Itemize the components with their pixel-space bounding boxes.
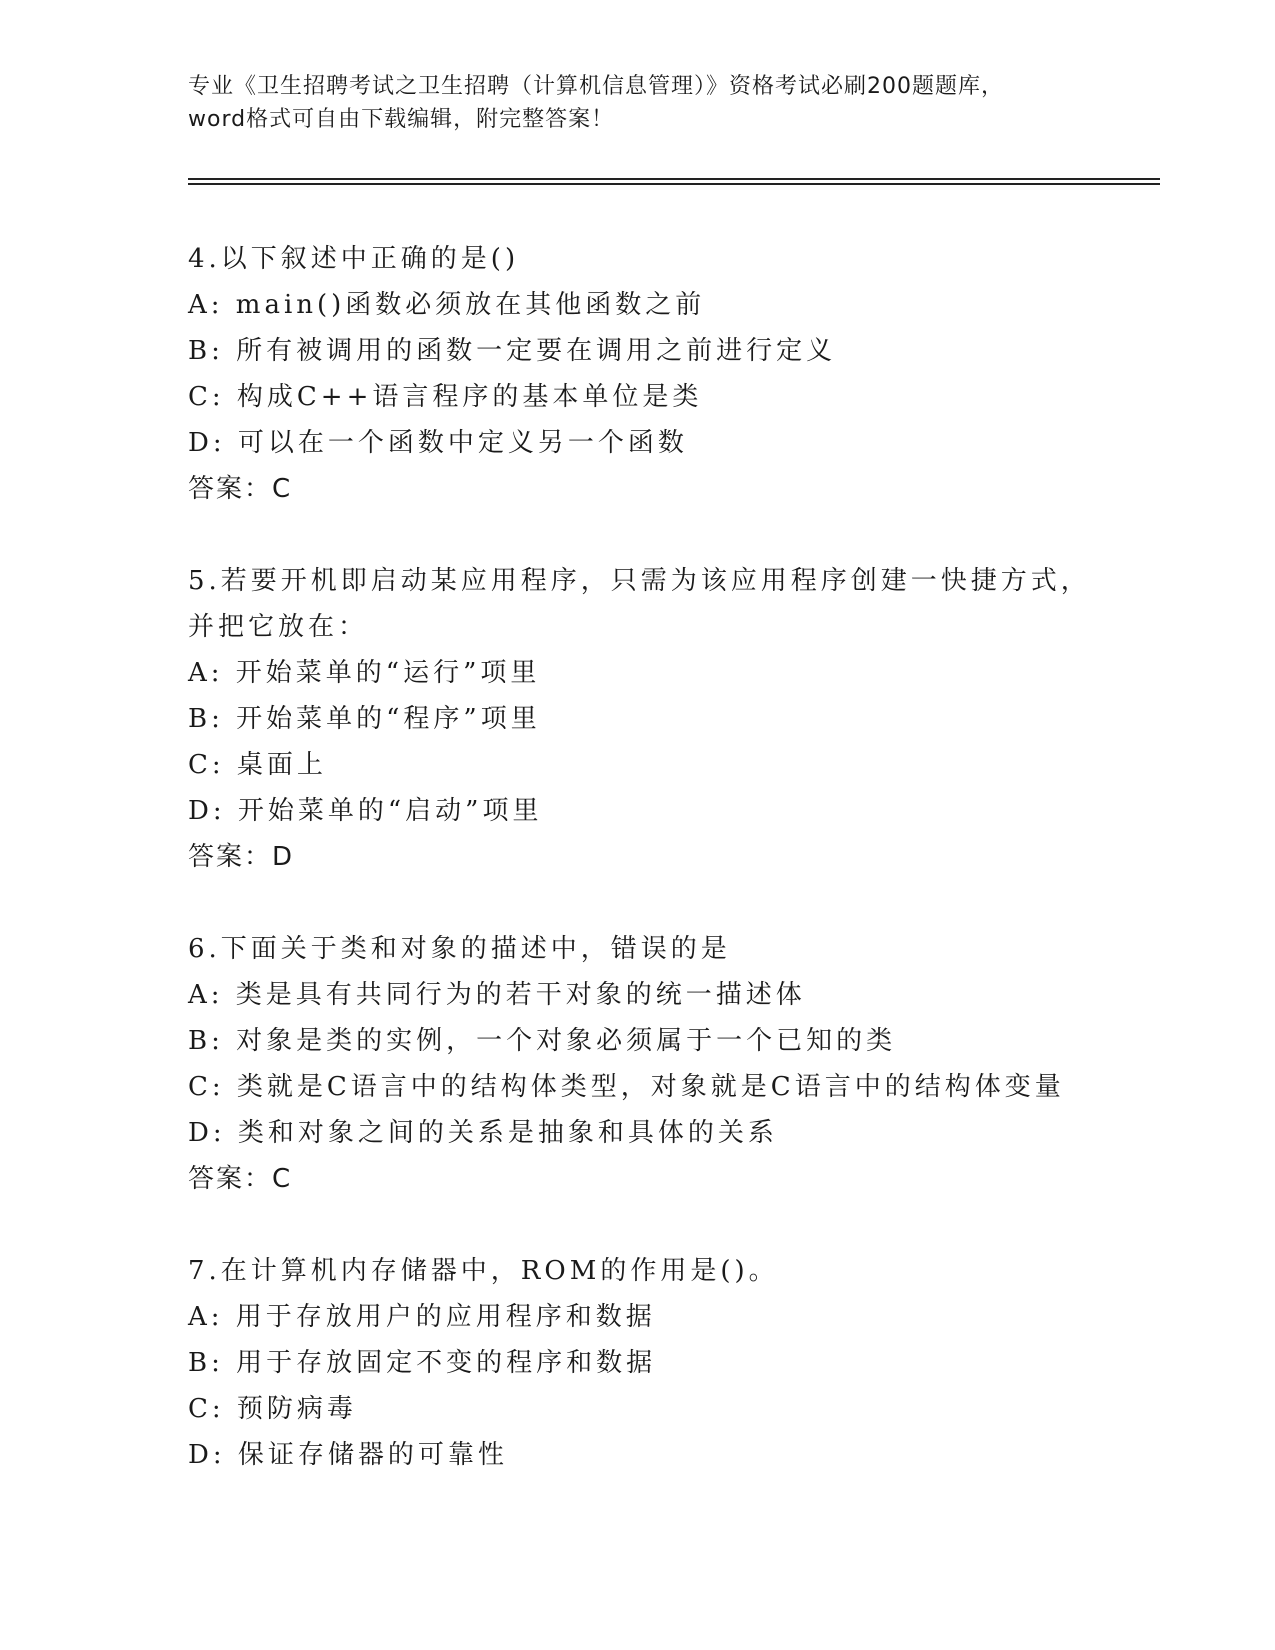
option-a: A: 用于存放用户的应用程序和数据: [188, 1302, 656, 1332]
answer: 答案：D: [188, 842, 295, 872]
option-d: D: 开始菜单的“启动”项里: [188, 796, 543, 826]
option-d: D: 可以在一个函数中定义另一个函数: [188, 428, 688, 458]
question-7: [188, 1248, 1168, 1478]
header-divider-bottom: [188, 183, 1160, 185]
question-4: [188, 236, 1168, 512]
option-b: B: 所有被调用的函数一定要在调用之前进行定义: [188, 336, 837, 366]
header-divider-top: [188, 178, 1160, 180]
option-b: B: 对象是类的实例，一个对象必须属于一个已知的类: [188, 1026, 897, 1056]
option-c: C: 桌面上: [188, 750, 327, 780]
question-6: [188, 926, 1168, 1202]
header-line-2: word格式可自由下载编辑，附完整答案！: [188, 107, 615, 132]
question-stem: 6.下面关于类和对象的描述中，错误的是: [188, 934, 731, 964]
option-c: C: 构成C++语言程序的基本单位是类: [188, 382, 703, 412]
answer: 答案：C: [188, 1164, 293, 1194]
question-stem: 7.在计算机内存储器中，ROM的作用是()。: [188, 1256, 779, 1286]
option-a: A: main()函数必须放在其他函数之前: [188, 290, 706, 320]
option-b: B: 开始菜单的“程序”项里: [188, 704, 541, 734]
option-c: C: 预防病毒: [188, 1394, 357, 1424]
header-line-1: 专业《卫生招聘考试之卫生招聘（计算机信息管理）》资格考试必刷200题题库，: [188, 74, 1004, 99]
question-stem: 5.若要开机即启动某应用程序，只需为该应用程序创建一快捷方式，: [188, 566, 1091, 596]
option-d: D: 类和对象之间的关系是抽象和具体的关系: [188, 1118, 778, 1148]
option-c: C: 类就是C语言中的结构体类型，对象就是C语言中的结构体变量: [188, 1072, 1065, 1102]
option-d: D: 保证存储器的可靠性: [188, 1440, 508, 1470]
answer: 答案：C: [188, 474, 293, 504]
question-stem-continued: 并把它放在：: [188, 612, 369, 642]
option-a: A: 类是具有共同行为的若干对象的统一描述体: [188, 980, 806, 1010]
question-list: [188, 236, 1168, 1524]
document-header: [188, 70, 1088, 136]
question-stem: 4.以下叙述中正确的是(): [188, 244, 520, 274]
option-b: B: 用于存放固定不变的程序和数据: [188, 1348, 657, 1378]
option-a: A: 开始菜单的“运行”项里: [188, 658, 541, 688]
question-5: [188, 558, 1168, 880]
